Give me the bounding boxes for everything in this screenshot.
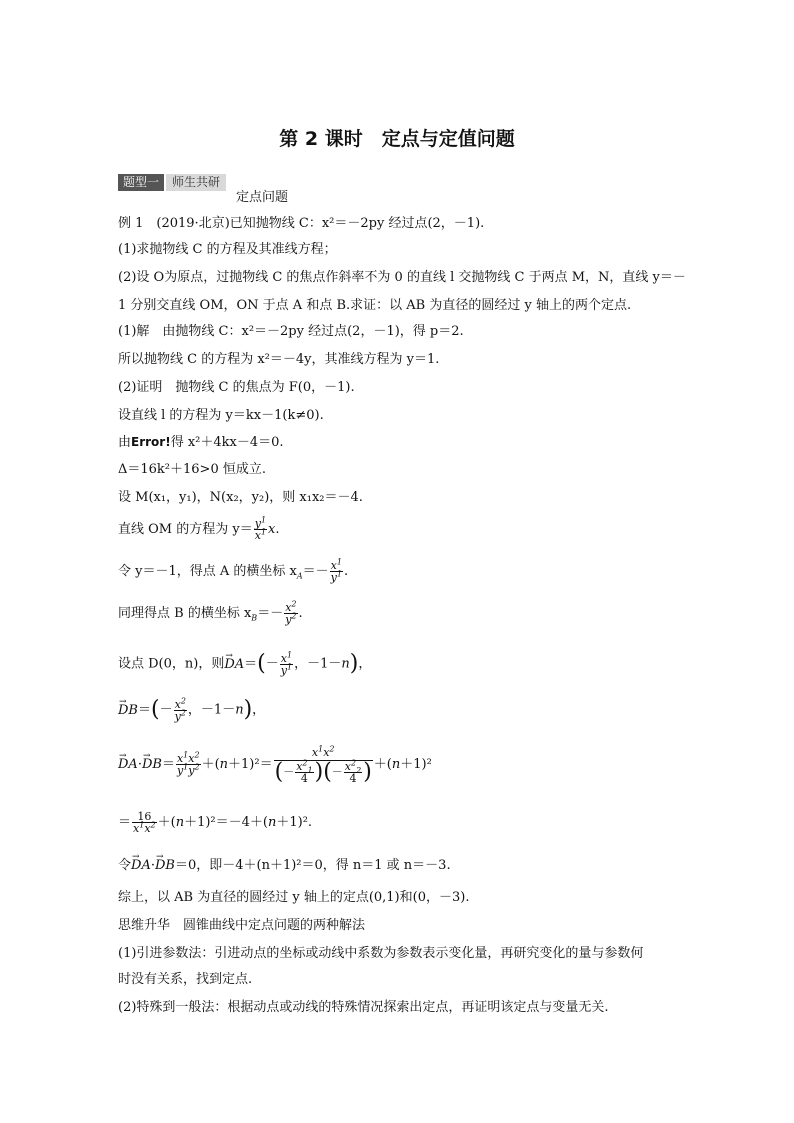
simplified-fraction: $\frac{16}{x^1x^2}$: [133, 810, 156, 835]
db-x-fraction: $\frac{x^2}{y^2}$: [174, 695, 186, 723]
solution-simplified: ＝ $\frac{16}{x^1x^2}$ ＋(n＋1)²＝－4＋(n＋1)².: [118, 810, 313, 835]
point-a-fraction: $\frac{x^1}{y^1}$: [330, 557, 342, 584]
page-title: 第 2 课时 定点与定值问题: [279, 128, 515, 150]
question-type-tag: [118, 174, 226, 191]
summary-method-1-cont: 时没有关系，找到定点.: [118, 972, 253, 987]
solution-conclusion: 综上，以 AB 为直径的圆经过 y 轴上的定点(0,1)和(0，－3).: [118, 890, 470, 905]
solution-vector-db: → DB＝(－ $\frac{x^2}{y^2}$ ，－1－n)，: [118, 696, 265, 725]
summary-method-1: (1)引进参数法：引进动点的坐标或动线中系数为参数表示变化量，再研究变化的量与参数何: [118, 946, 644, 961]
solution-point-a: 令 y＝－1，得点 A 的横坐标 $x_A=-$ $\frac{x^1}{y^1}$ .: [118, 557, 349, 584]
om-label: 直线 OM 的方程为 y＝: [118, 522, 253, 537]
tag-type: 题型一: [118, 174, 164, 191]
dot-fraction-1: $\frac{x^1x^2}{y^1y^2}$: [176, 750, 200, 777]
solve-n-label: 令: [118, 858, 132, 873]
om-slope-fraction: $\frac{y^1}{x^1}$: [254, 515, 267, 542]
summary-heading: 思维升华 圆锥曲线中定点问题的两种解法: [118, 918, 366, 933]
solution-solve-n: 令→ DA·→ DB＝0，即－4＋(n＋1)²＝0，得 n＝1 或 n＝－3.: [118, 858, 451, 874]
solution-part-2: (2)证明 抛物线 C 的焦点为 F(0，－1).: [118, 380, 355, 395]
solve-n-result: ＝0，即－4＋(n＋1)²＝0，得 n＝1 或 n＝－3.: [174, 858, 451, 873]
problem-line-3: (2)设 O为原点，过抛物线 C 的焦点作斜率不为 0 的直线 l 交抛物线 C 于两点 M，N，直线 y＝－: [118, 270, 686, 285]
solution-quadratic-result: 得 x²＋4kx－4＝0.: [170, 435, 284, 450]
point-a-label: 令 y＝－1，得点 A 的横坐标 x: [118, 564, 297, 579]
solution-part-1: (1)解 由抛物线 C：x²＝－2py 经过点(2，－1)，得 p＝2.: [118, 324, 464, 339]
solution-point-b: 同理得点 B 的横坐标 $x_B=-$ $\frac{x^2}{y^2}$ .: [118, 599, 303, 626]
tag-mode: 师生共研: [164, 174, 226, 191]
problem-line-1: 例 1 (2019·北京)已知抛物线 C：x²＝－2py 经过点(2，－1).: [118, 216, 485, 231]
solution-quadratic: [118, 434, 284, 451]
section-heading: 定点问题: [236, 190, 289, 205]
solution-points: 设 M(x₁，y₁)，N(x₂，y₂)，则 x₁x₂＝－4.: [118, 490, 363, 505]
error-placeholder: Error!: [131, 435, 171, 449]
problem-line-4: 1 分别交直线 OM，ON 于点 A 和点 B.求证：以 AB 为直径的圆经过 y 轴上的两个定点.: [118, 298, 632, 313]
point-b-label: 同理得点 B 的横坐标 x: [118, 606, 252, 621]
solution-dot-product: → DA·→ DB＝ $\frac{x^1x^2}{y^1y^2}$ ＋(n＋1)²＝ $x^1x^2$ (－ $\frac{x^2_1}{4}$ )(－ $\frac{x^2_2}{4}$ ) ＋(n＋1)²: [118, 742, 432, 788]
point-b-fraction: $\frac{x^2}{y^2}$: [285, 599, 297, 626]
dot-fraction-2: $x^1x^2$ (－ $\frac{x^2_1}{4}$ )(－ $\frac{x^2_2}{4}$ ): [274, 743, 372, 785]
da-x-fraction: $\frac{x^1}{y^1}$: [280, 649, 293, 677]
solution-parabola-equation: 所以抛物线 C 的方程为 x²＝－4y，其准线方程为 y＝1.: [118, 352, 440, 367]
solution-line-om: 直线 OM 的方程为 y＝ $\frac{y^1}{x^1}$ x.: [118, 515, 280, 542]
solution-discriminant: Δ＝16k²＋16>0 恒成立.: [118, 462, 266, 477]
vector-da-label: 设点 D(0，n)，则: [118, 656, 225, 672]
solution-line-l: 设直线 l 的方程为 y＝kx－1(k≠0).: [118, 408, 324, 423]
solution-from-label: 由: [118, 435, 132, 450]
solution-vector-da: 设点 D(0，n)，则→ DA＝(－ $\frac{x^1}{y^1}$ ，－1－n)，: [118, 650, 371, 679]
summary-method-2: (2)特殊到一般法：根据动点或动线的特殊情况探索出定点，再证明该定点与变量无关.: [118, 1000, 609, 1015]
problem-line-2: (1)求抛物线 C 的方程及其准线方程；: [118, 242, 337, 257]
